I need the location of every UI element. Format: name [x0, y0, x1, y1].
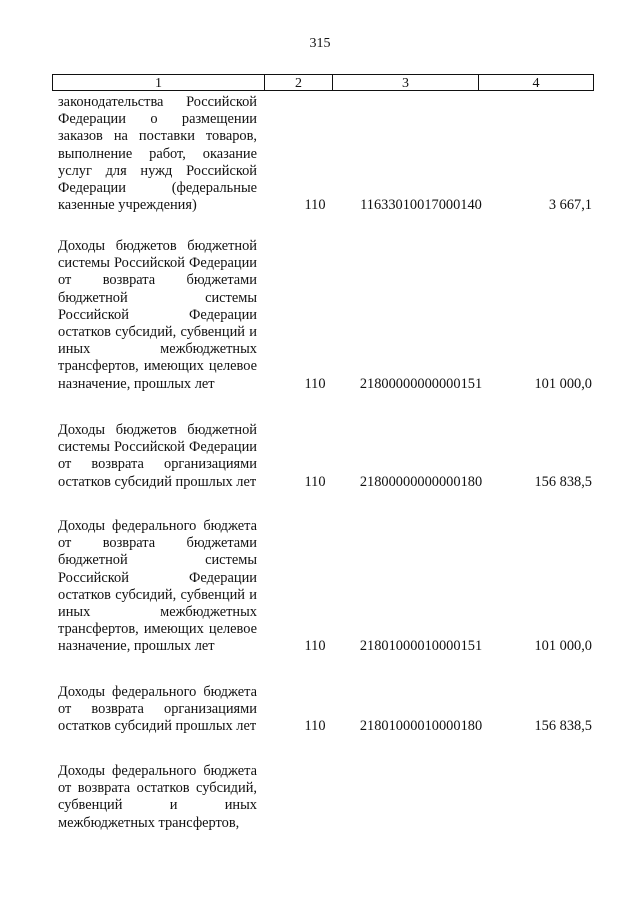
table-row: [58, 763, 594, 832]
table-row: [58, 422, 594, 491]
row-description: Доходы федерального бюджета от возврата остатков субсидий, субвенций и иных межбюджетных трансфертов,: [58, 763, 257, 831]
row-description: законодательства Российской Федерации о размещении заказов на поставки товаров, выполнение работ, оказание услуг для нужд Российской Федерации (федеральные казенные учреждения): [58, 94, 257, 214]
row-code: 110: [304, 718, 326, 735]
table-row: [58, 94, 594, 214]
table-row: [58, 518, 594, 656]
header-col-2: 2: [265, 75, 333, 90]
page-number: 315: [309, 36, 331, 51]
header-col-3: 3: [333, 75, 479, 90]
row-kbk: 21801000010000180: [359, 718, 483, 735]
row-amount: 156 838,5: [534, 473, 592, 490]
table-row: [58, 684, 594, 736]
table-header: [52, 74, 594, 91]
row-amount: 101 000,0: [534, 375, 592, 392]
row-code: 110: [304, 473, 326, 490]
row-kbk: 21800000000000151: [359, 375, 483, 392]
row-amount: 156 838,5: [534, 718, 592, 735]
row-code: 110: [304, 375, 326, 392]
row-code: 110: [304, 197, 326, 214]
row-kbk: 11633010017000140: [360, 197, 482, 214]
header-col-4: 4: [532, 76, 540, 91]
row-kbk: 21800000000000180: [359, 473, 483, 490]
header-col-1: 1: [53, 75, 265, 90]
row-amount: 3 667,1: [548, 197, 592, 214]
row-description: Доходы бюджетов бюджетной системы Российской Федерации от возврата бюджетами бюджетной системы Российской Федерации остатков субсидий, субвенций и иных межбюджетных трансфертов, имеющих целевое назначение, прошлых лет: [58, 238, 257, 392]
row-code: 110: [304, 638, 326, 655]
row-description: Доходы бюджетов бюджетной системы Российской Федерации от возврата организациями остатков субсидий прошлых лет: [58, 422, 257, 490]
row-kbk: 21801000010000151: [359, 638, 483, 655]
row-description: Доходы федерального бюджета от возврата организациями остатков субсидий прошлых лет: [58, 684, 257, 735]
row-description: Доходы федерального бюджета от возврата бюджетами бюджетной системы Российской Федерации остатков субсидий, субвенций и иных межбюджетных трансфертов, имеющих целевое назначение, прошлых лет: [58, 518, 257, 655]
row-amount: 101 000,0: [534, 638, 592, 655]
table-row: [58, 238, 594, 393]
